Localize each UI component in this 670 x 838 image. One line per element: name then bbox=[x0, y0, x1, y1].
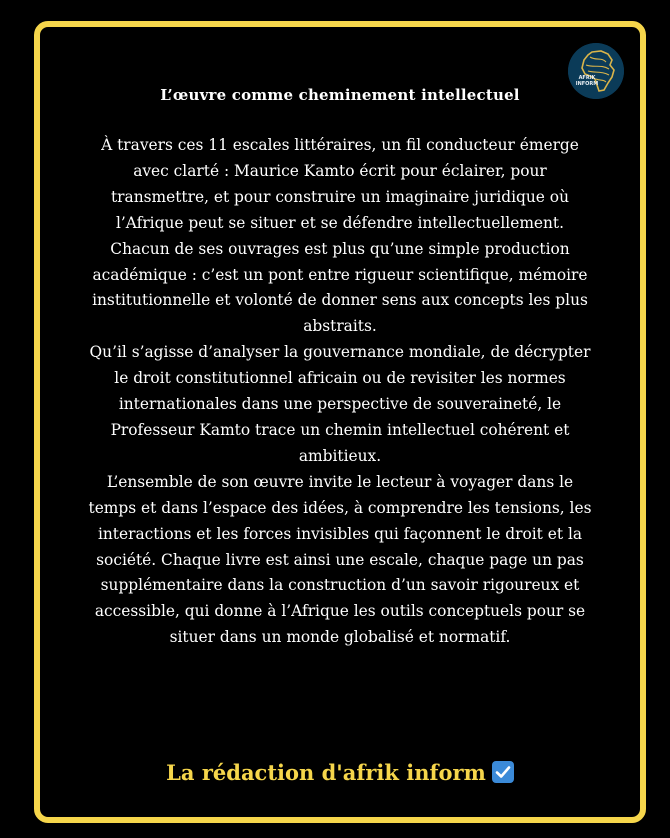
signature-text: La rédaction d'afrik inform bbox=[166, 760, 486, 785]
logo-wordmark: AFRIK INFORM bbox=[575, 75, 599, 87]
signature-line bbox=[40, 760, 640, 785]
paragraph-governance: Qu’il s’agisse d’analyser la gouvernance mondiale, de décrypter le droit constitutionnel africain ou de revisiter les normes internationales dans une perspective de souveraineté, le Professeur Kamto trace un chemin intellectuel cohérent et ambitieux. bbox=[89, 343, 591, 465]
post-title: L’œuvre comme cheminement intellectuel bbox=[160, 86, 520, 104]
check-mark-button-icon bbox=[492, 761, 514, 783]
paragraph-conclusion: L’ensemble de son œuvre invite le lecteur à voyager dans le temps et dans l’espace des idées, à comprendre les tensions, les interactions et les forces invisibles qui façonnent le droit et la société. Chaque livre est ainsi une escale, chaque page un pas supplémentaire dans la construction d’un savoir rigoureux et accessible, qui donne à l’Afrique les outils conceptuels pour se situer dans un monde globalisé et normatif. bbox=[88, 472, 592, 647]
paragraph-intro: À travers ces 11 escales littéraires, un fil conducteur émerge avec clarté : Maurice Kamto écrit pour éclairer, pour transmettre, et pour construire un imaginaire juridique où l’Afrique peut se situer et se défendre intellectuellement. Chacun de ses ouvrages est plus qu’une simple production académique : c’est un pont entre rigueur scientifique, mémoire institutionnelle et volonté de donner sens aux concepts les plus abstraits. bbox=[92, 136, 588, 336]
post-card bbox=[34, 21, 646, 823]
post-body bbox=[84, 133, 596, 651]
